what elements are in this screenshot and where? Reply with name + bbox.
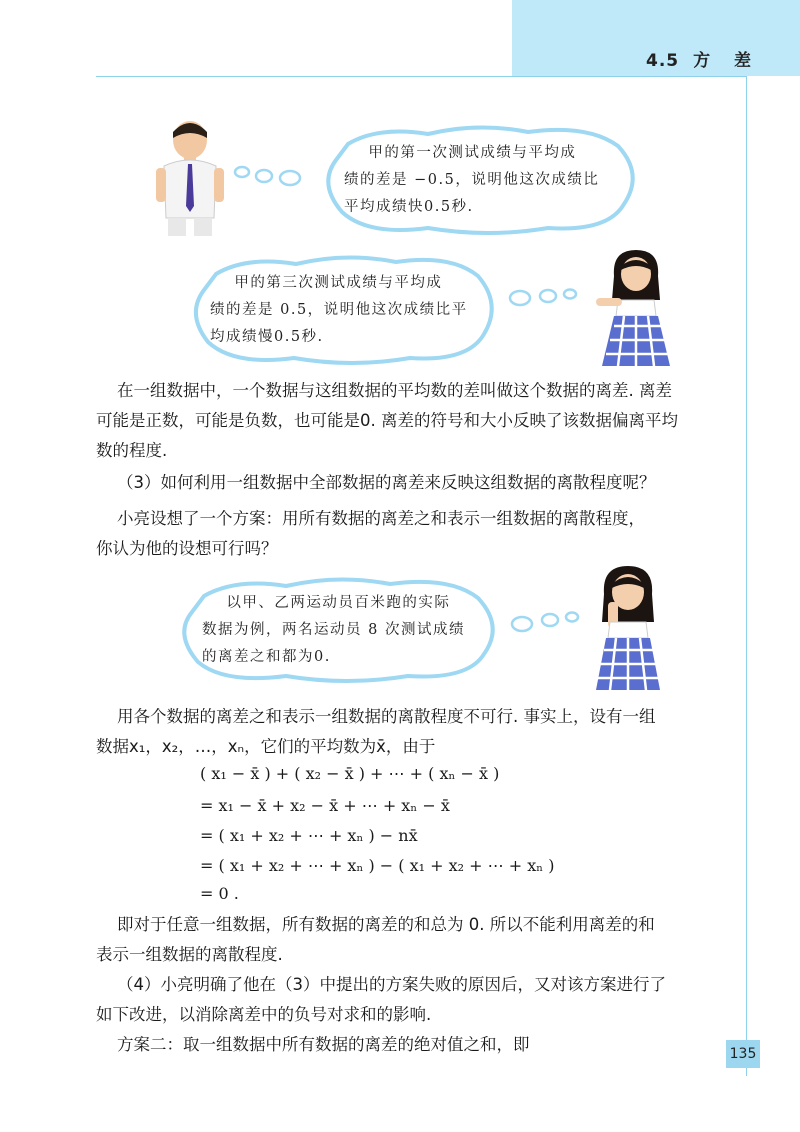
text-line: 数据x₁，x₂，…，xₙ，它们的平均数为x̄，由于	[96, 737, 436, 756]
paragraph-deviation-definition	[96, 376, 736, 466]
paragraph-plan-two	[96, 1030, 736, 1060]
section-header	[646, 46, 760, 71]
bubble-line: 甲的第一次测试成绩与平均成	[344, 145, 577, 161]
thought-dots	[506, 284, 596, 318]
bubble-line: 绩的差是 0.5，说明他这次成绩比平	[210, 302, 468, 318]
text-line: （3）如何利用一组数据中全部数据的离差来反映这组数据的离散程度呢？	[96, 473, 656, 492]
girl-thinking-illustration	[588, 562, 668, 690]
thought-dots	[508, 606, 588, 640]
bubble-line: 均成绩慢0.5秒.	[210, 329, 324, 345]
girl-illustration	[596, 246, 676, 366]
bubble-line: 平均成绩快0.5秒.	[344, 199, 474, 215]
bubble-3-text	[202, 590, 465, 671]
section-number: 4.5	[646, 51, 680, 71]
text-line: （4）小亮明确了他在（3）中提出的方案失败的原因后，又对该方案进行了	[96, 975, 666, 994]
text-line: 如下改进，以消除离差中的负号对求和的影响.	[96, 1005, 432, 1024]
bubble-2-text	[210, 270, 468, 351]
text-line: 你认为他的设想可行吗？	[96, 539, 278, 558]
text-line: 数的程度.	[96, 441, 168, 460]
paragraph-question-3	[96, 468, 736, 498]
page-number: 135	[726, 1040, 760, 1068]
math-line-2: = x₁ − x̄ + x₂ − x̄ + ⋯ + xₙ − x̄	[200, 796, 450, 815]
thought-bubble-1	[318, 124, 644, 236]
paragraph-question-4	[96, 970, 736, 1030]
thought-bubble-3	[174, 576, 504, 684]
paragraph-xiaoliang-plan	[96, 504, 736, 564]
thought-bubble-2	[186, 254, 502, 366]
margin-rule	[746, 76, 747, 1076]
text-line: 在一组数据中，一个数据与这组数据的平均数的差叫做这个数据的离差. 离差	[96, 381, 672, 400]
bubble-line: 甲的第三次测试成绩与平均成	[210, 275, 443, 291]
header-rule	[96, 76, 746, 77]
text-line: 表示一组数据的离散程度.	[96, 945, 283, 964]
math-line-3: = ( x₁ + x₂ + ⋯ + xₙ ) − nx̄	[200, 826, 418, 845]
paragraph-conclusion	[96, 910, 736, 970]
boy-illustration	[150, 118, 230, 236]
bubble-line: 以甲、乙两运动员百米跑的实际	[202, 595, 451, 611]
bubble-1-text	[344, 140, 599, 221]
paragraph-proof-intro	[96, 702, 736, 762]
text-line: 用各个数据的离差之和表示一组数据的离散程度不可行. 事实上，设有一组	[96, 707, 656, 726]
math-line-1: ( x₁ − x̄ ) + ( x₂ − x̄ ) + ⋯ + ( xₙ − x̄ )	[200, 764, 500, 783]
bubble-line: 绩的差是 −0.5，说明他这次成绩比	[344, 172, 600, 188]
text-line: 即对于任意一组数据，所有数据的离差的和总为 0. 所以不能利用离差的和	[96, 915, 655, 934]
bubble-line: 的离差之和都为0.	[202, 649, 331, 665]
math-line-4: = ( x₁ + x₂ + ⋯ + xₙ ) − ( x₁ + x₂ + ⋯ + xₙ )	[200, 856, 555, 875]
math-line-5: = 0 .	[200, 884, 239, 903]
text-line: 可能是正数，可能是负数，也可能是0. 离差的符号和大小反映了该数据偏离平均	[96, 411, 678, 430]
text-line: 方案二：取一组数据中所有数据的离差的绝对值之和，即	[96, 1035, 530, 1054]
bubble-line: 数据为例，两名运动员 8 次测试成绩	[202, 622, 465, 638]
section-title: 方 差	[693, 51, 761, 71]
thought-dots	[232, 158, 322, 192]
text-line: 小亮设想了一个方案：用所有数据的离差之和表示一组数据的离散程度，	[96, 509, 645, 528]
